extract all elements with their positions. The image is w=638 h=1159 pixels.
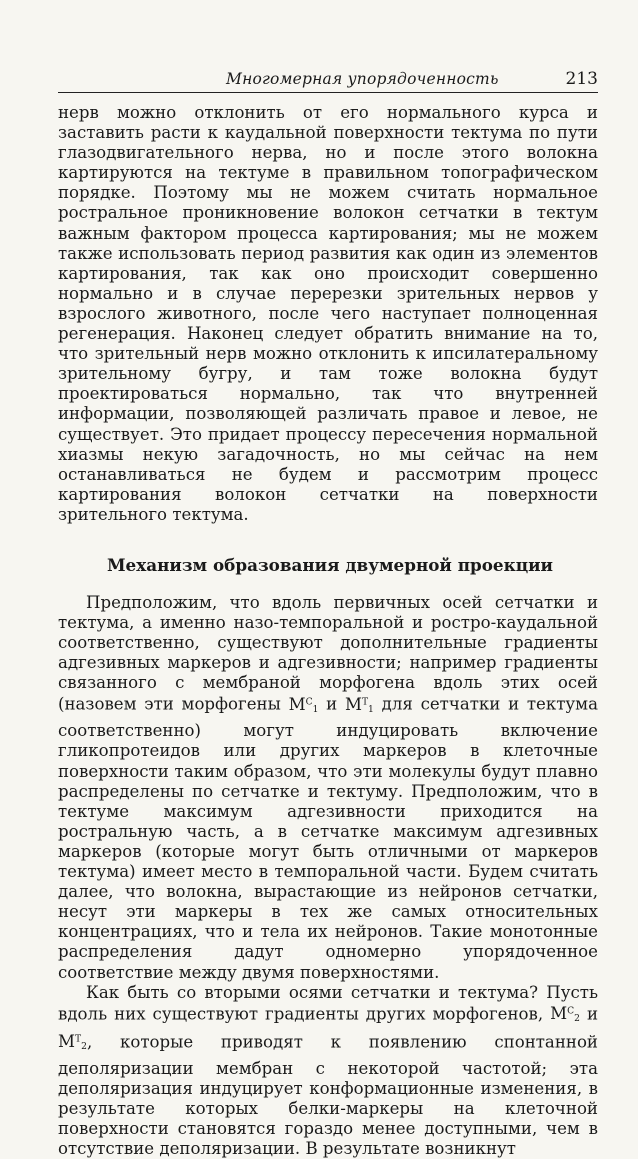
paragraph-text: для сетчатки и тектума соответственно) могут индуцировать включение гликопротеидов или других маркеров в клеточные поверхности таким образом, что эти молекулы будут плавно распределены по сетчатке и тектуму. Предположим, что в тектуме максимум адгезивности приходится на ростральную часть, а в сетчатке максимум адгезивных маркеров (которые могут быть отличными от маркеров тектума) имеет место в темпоральной части. Будем считать далее, что волокна, вырастающие из нейронов сетчатки, несут эти маркеры в тех же самых относительных концентрациях, что и тела их нейронов. Такие монотонные распределения дадут одномерно упорядоченное соответствие между двумя поверхностями.: [58, 695, 598, 982]
paragraph-text: и: [586, 1004, 599, 1024]
paragraph-continued: нерв можно отклонить от его нормального курса и заставить расти к каудальной поверхности тектума по пути глазодвигательного нерва, но и после этого волокна картируются на тектуме в правильном топографическом порядке. Поэтому мы не можем считать нормальное ростральное проникновение волокон сетчатки в тектум важным фактором процесса картирования; мы не можем также использовать период развития как один из элементов картирования, так как оно происходит совершенно нормально и в случае перерезки зрительных нервов у взрослого животного, после чего наступает полноценная регенерация. Наконец следует обратить внимание на то, что зрительный нерв можно отклонить к ипсилатеральному зрительному бугру, и там тоже волокна будут проектироваться нормально, так что внутренней информации, позволяющей различать правое и левое, не существует. Это придает процессу пересечения нормальной хиазмы некую загадочность, но мы сейчас на нем останавливаться не будем и рассмотрим процесс картирования волокон сетчатки на поверхности зрительного тектума.: [58, 103, 598, 524]
symbol-m1-t: $M^T_1$: [344, 695, 374, 716]
paragraph-text: Предположим, что вдоль первичных осей сетчатки и тектума, а именно назо-темпоральной и ростро-каудальной соответственно, существуют дополнительные градиенты адгезивных маркеров и адгезивности; например градиенты связанного с мембраной морфогена вдоль этих осей (назовем эти морфогены: [58, 592, 598, 715]
symbol-m2-c: $M^C_2$: [550, 1004, 580, 1025]
paragraph-text: и: [326, 695, 338, 715]
paragraph-text: Как быть со вторыми осями сетчатки и тектума? Пусть вдоль них существуют градиенты других морфогенов,: [58, 982, 598, 1024]
symbol-m2-t: $M^T_2$: [58, 1032, 87, 1053]
paragraph-text: , которые приводят к появлению спонтанной деполяризации мембран с некоторой частотой; эта деполяризация индуцирует конформационные изменения, в результате которых белки-маркеры на клеточной поверхности становятся гораздо менее доступными, чем в отсутствие деполяризации. В результате возникнут: [58, 1032, 598, 1158]
paragraph-second-axes: [58, 983, 598, 1159]
running-title: Многомерная упорядоченность: [226, 70, 499, 88]
symbol-m1-c: $M^C_1$: [288, 695, 319, 716]
text-body: [58, 103, 598, 1159]
page-number: 213: [565, 69, 598, 89]
paragraph-hypothesis: [58, 593, 598, 983]
section-heading: Механизм образования двумерной проекции: [106, 554, 554, 575]
page-header: [58, 68, 598, 93]
